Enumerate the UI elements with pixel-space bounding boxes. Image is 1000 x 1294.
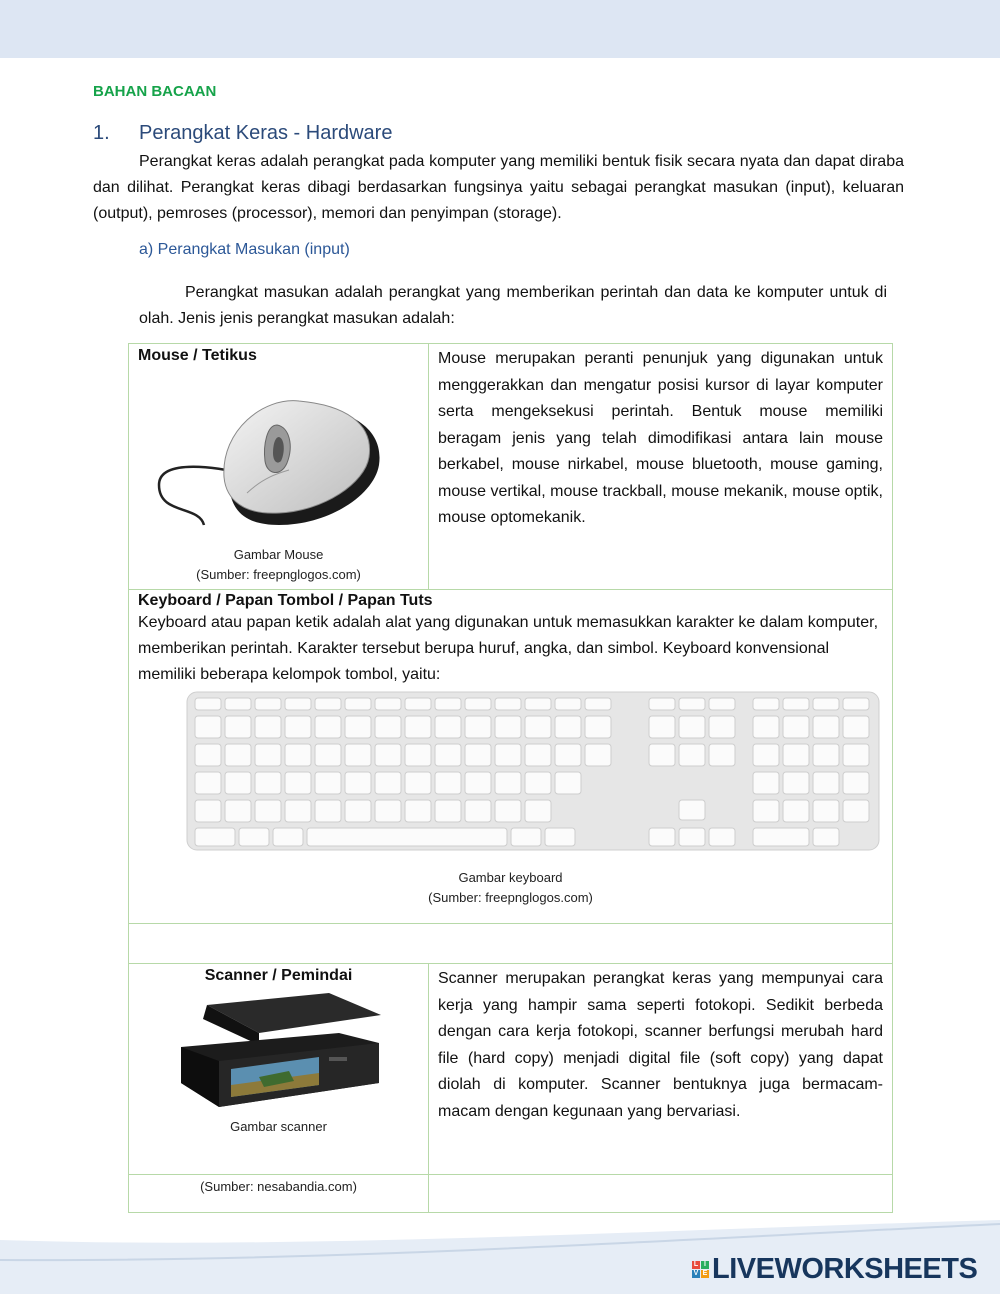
keyboard-key (435, 744, 461, 766)
live-letters-icon (692, 1261, 709, 1278)
keyboard-key (709, 698, 735, 710)
scanner-description: Scanner merupakan perangkat keras yang mempunyai cara kerja yang hampir sama seperti fotokopi. Sedikit berbeda dengan cara kerja fotokopi, scanner berfungsi merubah hard file (hard copy) menjadi digital file (soft copy) yang dapat diolah di komputer. Scanner bentuknya juga bermacam-macam dengan kegunaan yang bervariasi. (438, 970, 883, 1120)
keyboard-key (555, 744, 581, 766)
keyboard-key (783, 772, 809, 794)
keyboard-key (255, 772, 281, 794)
keyboard-key (813, 744, 839, 766)
section-paragraph: Perangkat keras adalah perangkat pada komputer yang memiliki bentuk fisik secara nyata dan dapat diraba dan dilihat. Perangkat keras dibagi berdasarkan fungsinya yaitu sebagai perangkat masukan (input), keluaran (output), pemroses (processor), memori dan penyimpan (storage). (93, 153, 904, 222)
keyboard-key (649, 744, 675, 766)
keyboard-key (555, 772, 581, 794)
keyboard-key (195, 698, 221, 710)
keyboard-key (375, 716, 401, 738)
mouse-title: Mouse / Tetikus (138, 347, 257, 364)
keyboard-key (679, 828, 705, 846)
keyboard-key (273, 828, 303, 846)
subsection-title: a) Perangkat Masukan (input) (139, 241, 350, 258)
keyboard-key (843, 698, 869, 710)
scanner-source: (Sumber: nesabandia.com) (200, 1179, 357, 1194)
keyboard-key (813, 772, 839, 794)
keyboard-key (679, 800, 705, 820)
keyboard-key (495, 744, 521, 766)
keyboard-key (405, 698, 431, 710)
keyboard-key (753, 698, 779, 710)
keyboard-key (225, 716, 251, 738)
scanner-image (129, 985, 427, 1117)
keyboard-key (345, 744, 371, 766)
top-band (0, 0, 1000, 58)
keyboard-key (435, 772, 461, 794)
keyboard-key (545, 828, 575, 846)
scanner-source-cell (129, 1175, 429, 1213)
keyboard-key (345, 716, 371, 738)
logo-letter-l: L (693, 1261, 699, 1268)
keyboard-key (495, 716, 521, 738)
keyboard-key (843, 772, 869, 794)
mouse-row (129, 344, 893, 590)
keyboard-key (753, 744, 779, 766)
keyboard-key (679, 698, 705, 710)
keyboard-key (195, 772, 221, 794)
keyboard-key (465, 800, 491, 822)
keyboard-key (783, 698, 809, 710)
keyboard-key (239, 828, 269, 846)
keyboard-key (465, 744, 491, 766)
keyboard-key (525, 800, 551, 822)
keyboard-row (129, 590, 893, 924)
mouse-image (129, 365, 427, 540)
keyboard-key (813, 716, 839, 738)
empty-row (129, 924, 893, 964)
keyboard-key (649, 716, 675, 738)
keyboard-key (709, 744, 735, 766)
keyboard-key (435, 800, 461, 822)
liveworksheets-logo[interactable] (692, 1253, 977, 1286)
keyboard-key (709, 828, 735, 846)
keyboard-key (225, 772, 251, 794)
keyboard-key (375, 800, 401, 822)
keyboard-key (435, 698, 461, 710)
section-number: 1. (93, 122, 110, 144)
keyboard-key (255, 800, 281, 822)
keyboard-key (285, 800, 311, 822)
keyboard-key (585, 744, 611, 766)
logo-letter-i: I (701, 1261, 709, 1269)
scanner-image-cell (129, 964, 429, 1175)
keyboard-key (405, 800, 431, 822)
section-label: BAHAN BACAAN (93, 83, 217, 100)
keyboard-key (405, 772, 431, 794)
keyboard-key (709, 716, 735, 738)
keyboard-key (525, 772, 551, 794)
keyboard-cell (129, 590, 893, 924)
input-devices-table (128, 343, 893, 1213)
keyboard-key (585, 698, 611, 710)
keyboard-key (225, 698, 251, 710)
keyboard-key (285, 698, 311, 710)
keyboard-key (813, 828, 839, 846)
logo-text: LIVEWORKSHEETS (712, 1253, 978, 1285)
keyboard-key (495, 800, 521, 822)
keyboard-key (315, 772, 341, 794)
logo-letter-e: E (702, 1270, 708, 1277)
keyboard-key (345, 698, 371, 710)
keyboard-key (843, 800, 869, 822)
keyboard-key (465, 716, 491, 738)
mouse-image-cell (129, 344, 429, 590)
keyboard-key (345, 772, 371, 794)
keyboard-key (783, 800, 809, 822)
keyboard-key (813, 698, 839, 710)
keyboard-key (405, 744, 431, 766)
keyboard-key (285, 744, 311, 766)
scanner-title: Scanner / Pemindai (204, 967, 353, 984)
keyboard-key (813, 800, 839, 822)
keyboard-key (255, 744, 281, 766)
keyboard-key (195, 800, 221, 822)
keyboard-key (345, 800, 371, 822)
keyboard-key (375, 744, 401, 766)
keyboard-key (255, 716, 281, 738)
keyboard-key (555, 698, 581, 710)
keyboard-key (555, 716, 581, 738)
keyboard-key (315, 716, 341, 738)
empty-source-cell (429, 1175, 893, 1213)
keyboard-key (753, 828, 809, 846)
keyboard-key (315, 744, 341, 766)
keyboard-key (783, 716, 809, 738)
keyboard-key (649, 828, 675, 846)
keyboard-key (843, 716, 869, 738)
keyboard-key (525, 744, 551, 766)
keyboard-key (255, 698, 281, 710)
keyboard-key (285, 716, 311, 738)
keyboard-key (225, 744, 251, 766)
keyboard-key (225, 800, 251, 822)
keyboard-image (129, 688, 891, 860)
keyboard-key (307, 828, 507, 846)
keyboard-key (465, 772, 491, 794)
subsection-intro: Perangkat masukan adalah perangkat yang memberikan perintah dan data ke komputer untuk di olah. Jenis jenis perangkat masukan adalah: (139, 284, 887, 327)
keyboard-key (375, 698, 401, 710)
keyboard-key (525, 716, 551, 738)
keyboard-key (753, 800, 779, 822)
keyboard-key (649, 698, 675, 710)
mouse-description: Mouse merupakan peranti penunjuk yang digunakan untuk menggerakkan dan mengatur posisi kursor di layar komputer serta mengeksekusi perintah. Bentuk mouse memiliki beragam jenis yang telah dimodifikasi antara lain mouse berkabel, mouse nirkabel, mouse bluetooth, mouse gaming, mouse vertikal, mouse trackball, mouse mekanik, mouse optik, mouse optomekanik. (438, 350, 883, 526)
keyboard-key (753, 772, 779, 794)
keyboard-key (679, 744, 705, 766)
keyboard-key (465, 698, 491, 710)
keyboard-key (495, 698, 521, 710)
keyboard-key (315, 698, 341, 710)
keyboard-key (375, 772, 401, 794)
keyboard-description: Keyboard atau papan ketik adalah alat yang digunakan untuk memasukkan karakter ke dalam komputer, memberikan perintah. Karakter tersebut berupa huruf, angka, dan simbol. Keyboard konvensional memiliki beberapa kelompok tombol, yaitu: (138, 614, 879, 683)
keyboard-key (435, 716, 461, 738)
scanner-source-row (129, 1175, 893, 1213)
keyboard-key (585, 716, 611, 738)
keyboard-key (753, 716, 779, 738)
keyboard-key (195, 744, 221, 766)
scanner-row (129, 964, 893, 1175)
keyboard-source: (Sumber: freepnglogos.com) (428, 890, 593, 905)
keyboard-key (195, 716, 221, 738)
keyboard-title: Keyboard / Papan Tombol / Papan Tuts (138, 592, 433, 609)
mouse-description-cell (429, 344, 893, 590)
keyboard-key (495, 772, 521, 794)
keyboard-key (195, 828, 235, 846)
keyboard-key (285, 772, 311, 794)
keyboard-key (315, 800, 341, 822)
empty-cell (129, 924, 893, 964)
keyboard-caption: Gambar keyboard (458, 870, 563, 885)
keyboard-key (679, 716, 705, 738)
keyboard-key (405, 716, 431, 738)
keyboard-key (511, 828, 541, 846)
section-title: Perangkat Keras - Hardware (139, 122, 393, 144)
mouse-caption: Gambar Mouse (233, 547, 324, 562)
scanner-caption: Gambar scanner (230, 1119, 327, 1134)
scanner-description-cell (429, 964, 893, 1175)
keyboard-key (843, 744, 869, 766)
logo-letter-v: V (693, 1270, 699, 1277)
keyboard-key (783, 744, 809, 766)
mouse-source: (Sumber: freepnglogos.com) (196, 567, 361, 582)
keyboard-key (525, 698, 551, 710)
